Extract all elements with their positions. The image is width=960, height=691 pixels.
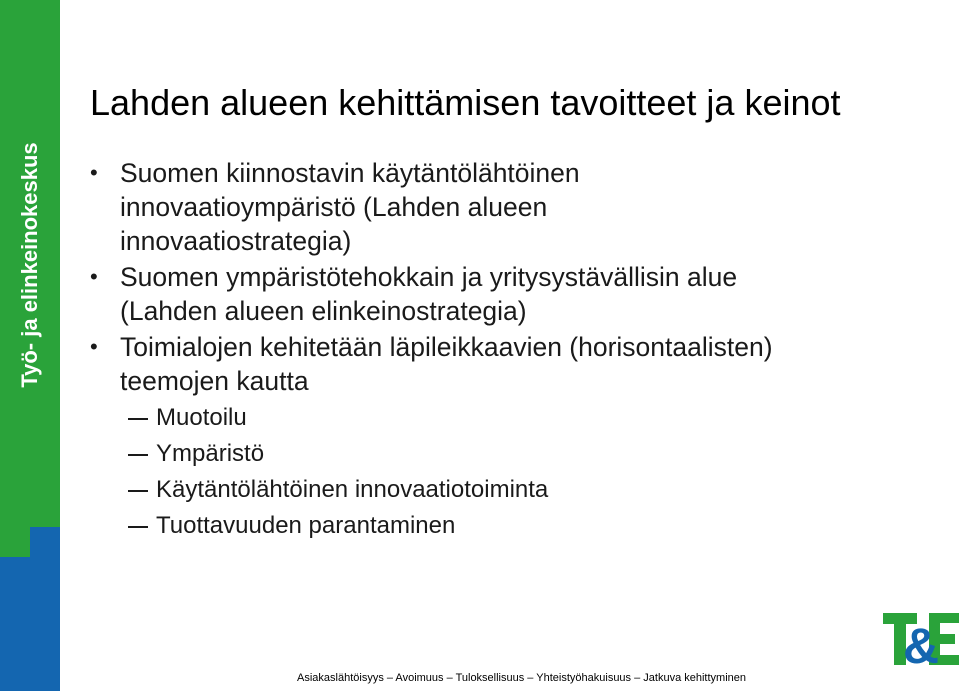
footer-values: Asiakaslähtöisyys – Avoimuus – Tuloksellisuus – Yhteistyöhakuisuus – Jatkuva kehittyminen bbox=[297, 672, 746, 684]
sub-item-label: Tuottavuuden parantaminen bbox=[156, 512, 456, 539]
bullet-icon: • bbox=[90, 334, 98, 359]
sub-item bbox=[90, 508, 950, 544]
dash-icon bbox=[128, 454, 148, 456]
bullet-line: Toimialojen kehitetään läpileikkaavien (horisontaalisten) bbox=[120, 332, 773, 362]
sub-item-label: Käytäntölähtöinen innovaatiotoiminta bbox=[156, 476, 549, 503]
sub-item-label: Ympäristö bbox=[156, 440, 265, 467]
bullet-line: Suomen kiinnostavin käytäntölähtöinen bbox=[120, 158, 580, 188]
sub-item bbox=[90, 400, 950, 436]
dash-icon bbox=[128, 490, 148, 492]
bullet-line: innovaatiostrategia) bbox=[120, 226, 352, 256]
bullet-line: innovaatioympäristö (Lahden alueen bbox=[120, 192, 548, 222]
bullet-line: (Lahden alueen elinkeinostrategia) bbox=[120, 296, 527, 326]
slide-content bbox=[90, 156, 950, 544]
sidebar-notch bbox=[0, 527, 30, 557]
bullet-line: teemojen kautta bbox=[120, 366, 309, 396]
sidebar-org-name: Työ- ja elinkeinokeskus bbox=[17, 142, 42, 388]
sub-item-label: Muotoilu bbox=[156, 404, 247, 431]
bullet-item bbox=[90, 260, 950, 328]
bullet-item bbox=[90, 330, 950, 398]
sidebar-band bbox=[0, 0, 60, 691]
dash-icon bbox=[128, 418, 148, 420]
bullet-icon: • bbox=[90, 264, 98, 289]
bullet-line: Suomen ympäristötehokkain ja yritysystävällisin alue bbox=[120, 262, 738, 292]
logo-graphic bbox=[883, 611, 959, 667]
dash-icon bbox=[128, 526, 148, 528]
sub-item bbox=[90, 436, 950, 472]
svg-text:&: & bbox=[902, 618, 940, 667]
bullet-icon: • bbox=[90, 160, 98, 185]
te-keskus-logo-icon bbox=[883, 611, 959, 667]
slide-title: Lahden alueen kehittämisen tavoitteet ja keinot bbox=[90, 82, 841, 123]
sub-item bbox=[90, 472, 950, 508]
bullet-item bbox=[90, 156, 950, 258]
